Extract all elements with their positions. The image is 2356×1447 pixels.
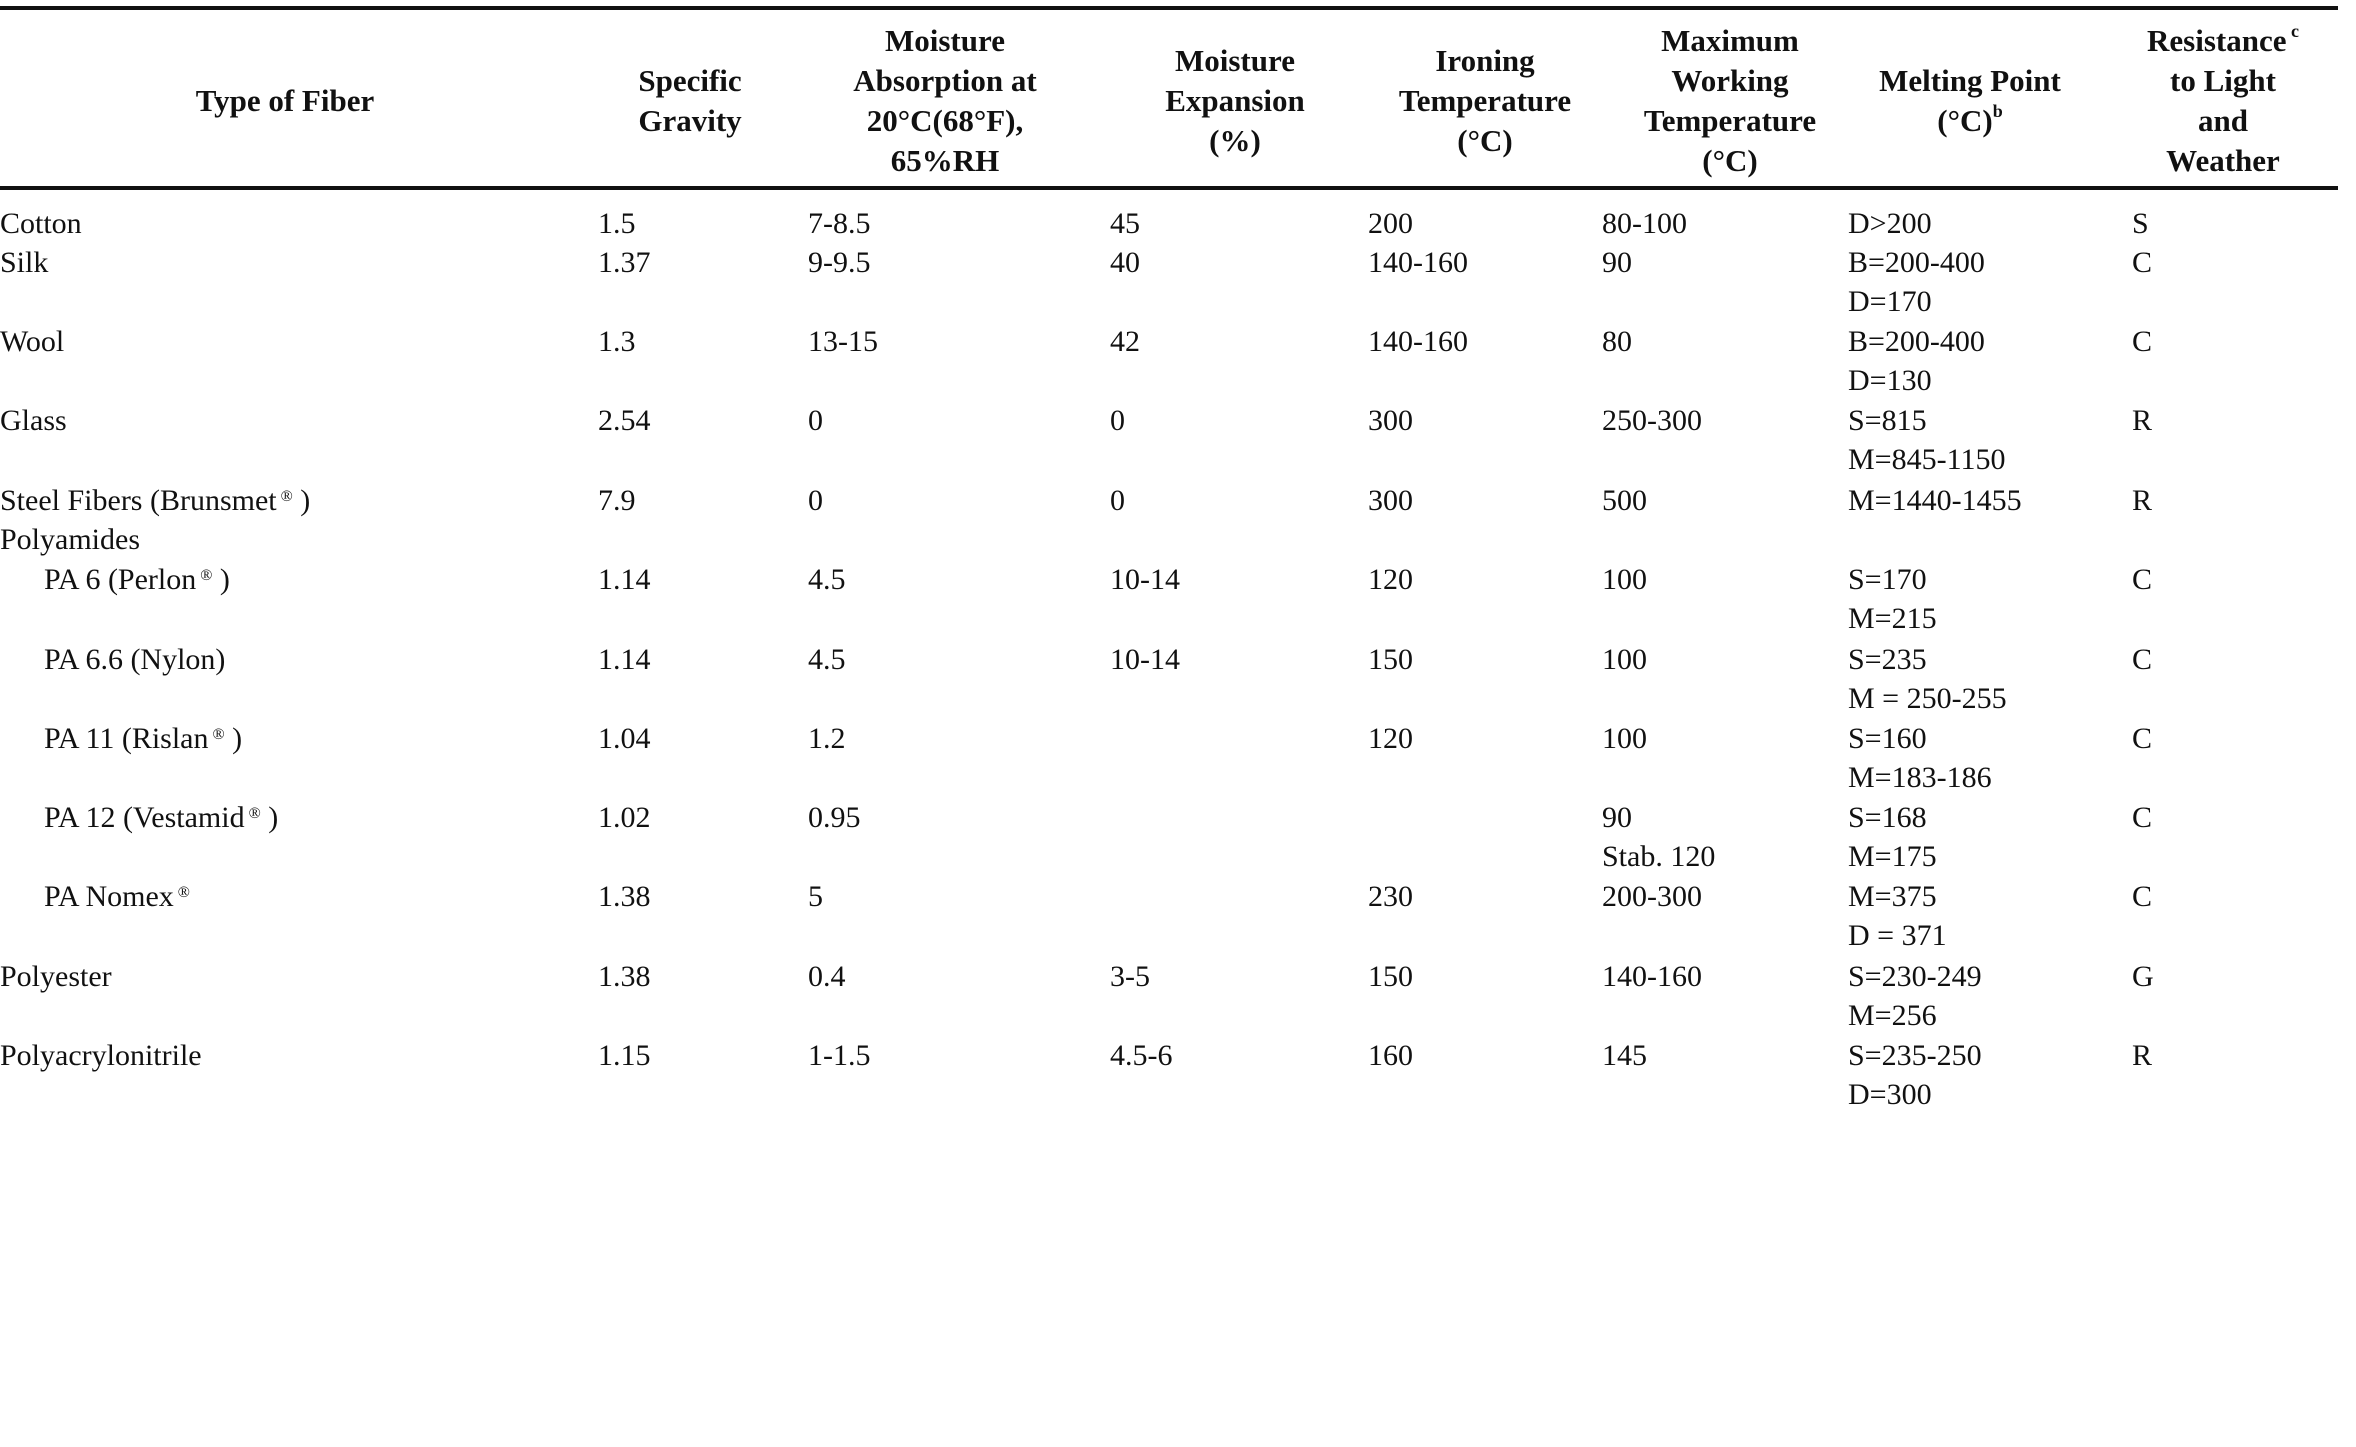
cell-melt: D=130 [1848,364,1932,397]
column-header-line: (%) [1209,123,1261,158]
column-header-line: 65%RH [890,143,1000,178]
cell-resist: G [2132,960,2154,993]
cell-resist: C [2132,722,2153,755]
cell-melt: S=815 [1848,404,1927,437]
cell-melt: S=160 [1848,722,1927,755]
cell-abs: 9-9.5 [808,246,871,279]
cell-iron: 160 [1368,1039,1413,1072]
column-header-line: Moisture [1175,43,1295,78]
column-header-line: Ironing [1435,43,1535,78]
cell-sg: 7.9 [598,484,636,517]
cell-sg: 1.3 [598,325,636,358]
cell-resist: C [2132,801,2153,834]
column-header-line: (°C) [1457,123,1513,158]
registered-mark: ® [208,726,225,743]
cell-maxw: 100 [1602,563,1647,596]
cell-abs: 7-8.5 [808,207,871,240]
column-header-line: Moisture [885,23,1005,58]
cell-abs: 0.4 [808,960,846,993]
column-header-line: $(^\circ C)^b$ [1937,101,2003,138]
cell-exp: 0 [1110,404,1125,437]
column-header-exp [1090,18,1380,184]
cell-maxw: 90 [1602,801,1632,834]
cell-iron: 120 [1368,722,1413,755]
cell-resist: S [2132,207,2149,240]
cell-melt: S=235 [1848,643,1927,676]
cell-maxw: 500 [1602,484,1647,517]
column-header-fiber [0,18,570,184]
cell-melt: M=375 [1848,880,1937,913]
column-header-line: Maximum [1661,23,1799,58]
registered-mark: ® [244,805,261,822]
fiber-name: Polyacrylonitrile [0,1039,202,1072]
cell-iron: 150 [1368,643,1413,676]
cell-exp: 10-14 [1110,563,1180,596]
cell-resist: R [2132,484,2153,517]
cell-iron: 300 [1368,484,1413,517]
column-header-line: Weather [2166,143,2280,178]
cell-abs: 0 [808,484,823,517]
cell-sg: 1.5 [598,207,636,240]
fiber-name: PA 6 (Perlon ® ) [44,563,230,596]
cell-abs: 1.2 [808,722,846,755]
column-header-abs [800,18,1090,184]
fiber-name: PA 11 (Rislan ® ) [44,722,243,755]
cell-exp: 42 [1110,325,1140,358]
column-header-melt [1820,18,2120,184]
cell-melt: S=235-250 [1848,1039,1982,1072]
cell-exp: 0 [1110,484,1125,517]
column-header-line: 20°C(68°F), [866,103,1024,138]
column-header-line: Gravity [638,103,742,138]
fiber-name: Polyamides [0,523,140,556]
fiber-name: Polyester [0,960,112,993]
cell-melt: S=170 [1848,563,1927,596]
cell-abs: 0.95 [808,801,861,834]
cell-exp: 4.5-6 [1110,1039,1173,1072]
cell-exp: 45 [1110,207,1140,240]
cell-resist: R [2132,1039,2153,1072]
cell-maxw: 80-100 [1602,207,1687,240]
cell-resist: C [2132,246,2153,279]
column-header-line: Resistance $^c$ [2147,21,2299,58]
column-header-line: Working [1671,63,1789,98]
cell-abs: 5 [808,880,823,913]
registered-mark: ® [173,884,190,901]
fiber-name: Cotton [0,207,82,240]
cell-sg: 1.38 [598,960,651,993]
cell-exp: 40 [1110,246,1140,279]
cell-melt: M = 250-255 [1848,682,2007,715]
cell-iron: 230 [1368,880,1413,913]
cell-iron: 120 [1368,563,1413,596]
column-header-line: Type of Fiber [195,83,375,118]
cell-abs: 4.5 [808,563,846,596]
cell-maxw: 250-300 [1602,404,1702,437]
table-top-rule [0,6,2338,10]
cell-maxw: 100 [1602,722,1647,755]
cell-melt: M=256 [1848,999,1937,1032]
cell-exp: 10-14 [1110,643,1180,676]
footnote-marker: b [1992,101,2003,121]
cell-resist: C [2132,325,2153,358]
column-header-line: Specific [638,63,742,98]
registered-mark: ® [196,567,213,584]
cell-melt: M=175 [1848,840,1937,873]
cell-sg: 1.37 [598,246,651,279]
cell-melt: D=170 [1848,285,1932,318]
cell-melt: M=215 [1848,602,1937,635]
fiber-name: Silk [0,246,49,279]
cell-sg: 1.02 [598,801,651,834]
cell-maxw: 200-300 [1602,880,1702,913]
cell-sg: 1.14 [598,563,651,596]
column-header-line: Temperature [1398,83,1572,118]
footnote-marker: c [2286,21,2299,41]
cell-iron: 140-160 [1368,246,1468,279]
cell-iron: 200 [1368,207,1413,240]
column-header-resist [2110,18,2336,184]
column-header-line: (°C) [1702,143,1758,178]
cell-resist: C [2132,563,2153,596]
cell-resist: C [2132,880,2153,913]
cell-maxw: 140-160 [1602,960,1702,993]
table-header-rule [0,186,2338,190]
cell-exp: 3-5 [1110,960,1150,993]
cell-iron: 140-160 [1368,325,1468,358]
fiber-name: Steel Fibers (Brunsmet ® ) [0,484,311,517]
column-header-sg [570,18,810,184]
cell-melt: M=845-1150 [1848,443,2006,476]
cell-sg: 1.15 [598,1039,651,1072]
fiber-name: Wool [0,325,65,358]
cell-abs: 13-15 [808,325,878,358]
column-header-line: to Light [2170,63,2276,98]
fiber-name: PA 6.6 (Nylon) [44,643,226,676]
cell-melt: D = 371 [1848,919,1947,952]
cell-sg: 2.54 [598,404,651,437]
cell-maxw: 90 [1602,246,1632,279]
cell-abs: 0 [808,404,823,437]
cell-melt: M=1440-1455 [1848,484,2022,517]
column-header-line: Melting Point [1879,63,2061,98]
column-header-line: Expansion [1165,83,1305,118]
cell-resist: R [2132,404,2153,437]
cell-melt: D>200 [1848,207,1932,240]
registered-mark: ® [276,488,293,505]
cell-iron: 300 [1368,404,1413,437]
cell-abs: 4.5 [808,643,846,676]
column-header-line: Temperature [1643,103,1817,138]
cell-sg: 1.38 [598,880,651,913]
cell-maxw: Stab. 120 [1602,840,1716,873]
cell-maxw: 145 [1602,1039,1647,1072]
cell-abs: 1-1.5 [808,1039,871,1072]
cell-maxw: 80 [1602,325,1632,358]
cell-melt: S=168 [1848,801,1927,834]
fiber-name: PA 12 (Vestamid ® ) [44,801,279,834]
cell-melt: S=230-249 [1848,960,1982,993]
cell-melt: B=200-400 [1848,325,1985,358]
cell-melt: D=300 [1848,1078,1932,1111]
fiber-name: Glass [0,404,67,437]
cell-iron: 150 [1368,960,1413,993]
cell-melt: M=183-186 [1848,761,1992,794]
cell-sg: 1.04 [598,722,651,755]
column-header-line: Absorption at [853,63,1037,98]
fiber-name: PA Nomex ® [44,880,190,913]
cell-maxw: 100 [1602,643,1647,676]
cell-melt: B=200-400 [1848,246,1985,279]
cell-resist: C [2132,643,2153,676]
column-header-line: and [2198,103,2248,138]
cell-sg: 1.14 [598,643,651,676]
